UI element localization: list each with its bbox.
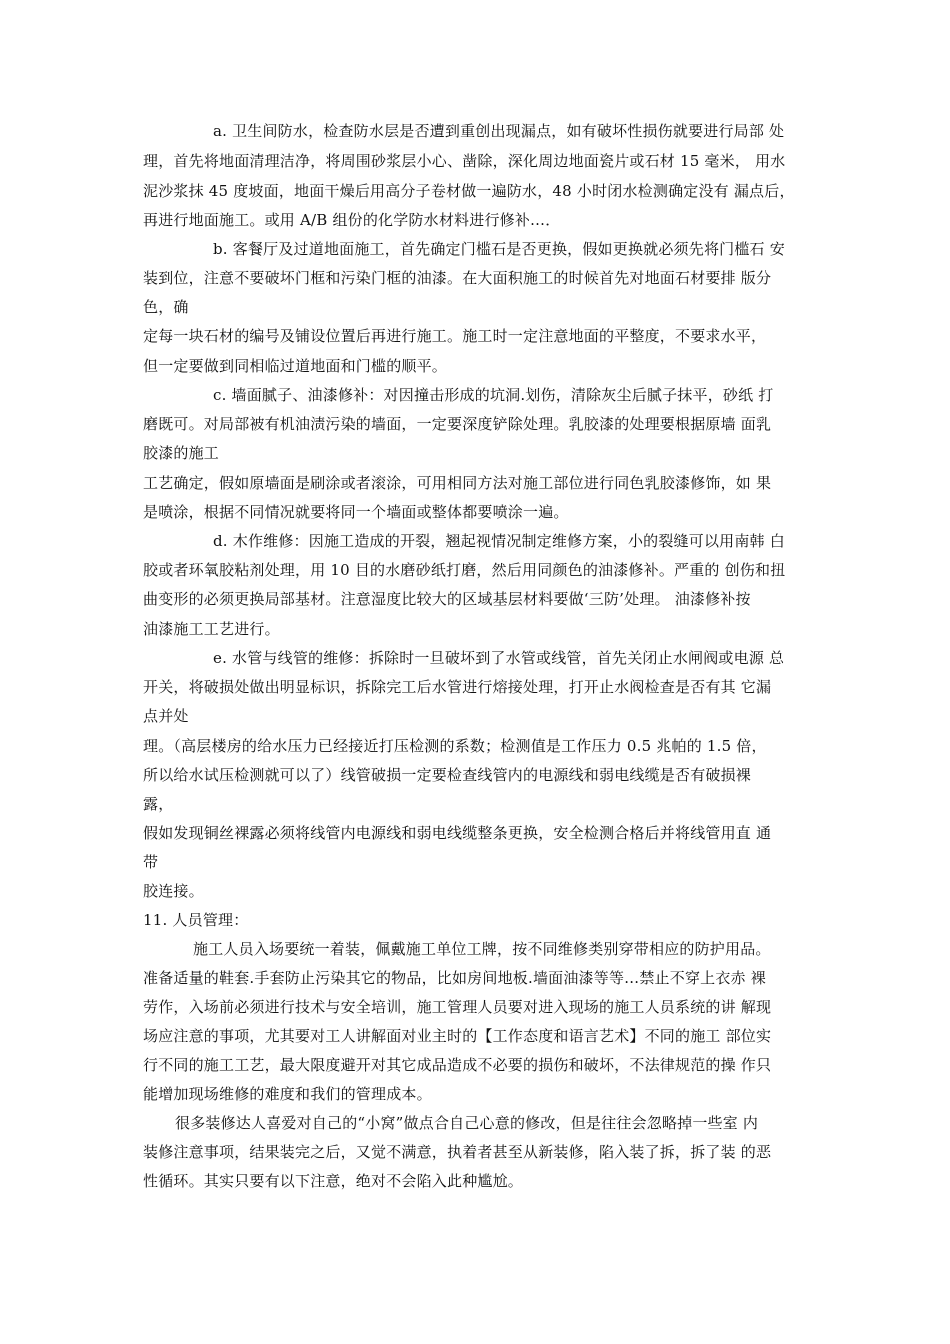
paragraph-personnel-line-3: 劳作，入场前必须进行技术与安全培训，施工管理人员要对进入现场的施工人员系统的讲 解现 (143, 998, 772, 1016)
paragraph-a-line-2: 理，首先将地面清理洁净，将周围砂浆层小心、凿除，深化周边地面瓷片或石材 15 毫米， 用水 (143, 152, 786, 170)
paragraph-e-line-9: 胶连接。 (143, 882, 204, 900)
paragraph-tips-line-2: 装修注意事项，结果装完之后，又觉不满意，执着者甚至从新装修，陷入装了拆，拆了装 的恶 (143, 1143, 772, 1161)
paragraph-e-line-8: 带 (143, 853, 159, 871)
paragraph-c-line-1: c. 墙面腻子、油漆修补：对因撞击形成的坑洞.划伤，清除灰尘后腻子抹平，砂纸 打 (213, 386, 774, 404)
paragraph-personnel-line-2: 准备适量的鞋套.手套防止污染其它的物品，比如房间地板.墙面油漆等等…禁止不穿上衣赤 裸 (143, 969, 766, 987)
paragraph-e-line-6: 露， (143, 795, 174, 813)
paragraph-tips-line-1: 很多装修达人喜爱对自己的“小窝”做点合自己心意的修改，但是往往会忽略掉一些室 内 (175, 1114, 759, 1132)
paragraph-personnel-line-6: 能增加现场维修的难度和我们的管理成本。 (143, 1085, 432, 1103)
paragraph-b-line-4: 定每一块石材的编号及铺设位置后再进行施工。施工时一定注意地面的平整度，不要求水平， (143, 327, 767, 345)
paragraph-tips-line-3: 性循环。其实只要有以下注意，绝对不会陷入此种尴尬。 (143, 1172, 524, 1190)
section-heading-personnel: 11. 人员管理： (143, 911, 249, 929)
paragraph-personnel-line-4: 场应注意的事项，尤其要对工人讲解面对业主时的【工作态度和语言艺术】不同的施工 部位实 (143, 1027, 772, 1045)
paragraph-personnel-line-1: 施工人员入场要统一着装，佩戴施工单位工牌，按不同维修类别穿带相应的防护用品。 (193, 940, 771, 958)
paragraph-d-line-2: 胶或者环氧胶粘剂处理，用 10 目的水磨砂纸打磨，然后用同颜色的油漆修补。严重的 创伤和扭 (143, 561, 786, 579)
paragraph-a-line-4: 再进行地面施工。或用 A/B 组份的化学防水材料进行修补…． (143, 211, 561, 229)
paragraph-c-line-2: 磨既可。对局部被有机油渍污染的墙面，一定要深度铲除处理。乳胶漆的处理要根据原墙 面乳 (143, 415, 772, 433)
paragraph-a-line-1: a. 卫生间防水，检查防水层是否遭到重创出现漏点，如有破坏性损伤就要进行局部 处 (213, 122, 785, 140)
paragraph-d-line-1: d. 木作维修：因施工造成的开裂，翘起视情况制定维修方案，小的裂缝可以用南韩 白 (213, 532, 785, 550)
paragraph-b-line-1: b. 客餐厅及过道地面施工，首先确定门槛石是否更换，假如更换就必须先将门槛石 安 (213, 240, 785, 258)
paragraph-personnel-line-5: 行不同的施工工艺，最大限度避开对其它成品造成不必要的损伤和破坏，不法律规范的操 作只 (143, 1056, 772, 1074)
paragraph-b-line-5: 但一定要做到同相临过道地面和门槛的顺平。 (143, 357, 448, 375)
paragraph-b-line-2: 装到位，注意不要破坏门框和污染门框的油漆。在大面积施工的时候首先对地面石材要排 版分 (143, 269, 772, 287)
paragraph-e-line-3: 点并处 (143, 707, 189, 725)
paragraph-a-line-3: 泥沙浆抹 45 度坡面，地面干燥后用高分子卷材做一遍防水，48 小时闭水检测确定没有 漏点后， (143, 182, 795, 200)
paragraph-e-line-1: e. 水管与线管的维修：拆除时一旦破坏到了水管或线管，首先关闭止水闸阀或电源 总 (213, 649, 785, 667)
paragraph-b-line-3: 色，确 (143, 298, 189, 316)
paragraph-c-line-4: 工艺确定，假如原墙面是刷涂或者滚涂，可用相同方法对施工部位进行同色乳胶漆修饰，如 果 (143, 474, 772, 492)
paragraph-e-line-2: 开关，将破损处做出明显标识，拆除完工后水管进行熔接处理，打开止水阀检查是否有其 它漏 (143, 678, 772, 696)
paragraph-e-line-4: 理。（高层楼房的给水压力已经接近打压检测的系数；检测值是工作压力 0.5 兆帕的 1.5 倍， (143, 737, 767, 755)
paragraph-e-line-7: 假如发现铜丝裸露必须将线管内电源线和弱电线缆整条更换，安全检测合格后并将线管用直 通 (143, 824, 772, 842)
paragraph-d-line-3: 曲变形的必须更换局部基材。注意湿度比较大的区域基层材料要做‘三防’处理。 油漆修补按 (143, 590, 751, 608)
paragraph-d-line-4: 油漆施工工艺进行。 (143, 620, 280, 638)
paragraph-c-line-5: 是喷涂，根据不同情况就要将同一个墙面或整体都要喷涂一遍。 (143, 503, 569, 521)
paragraph-c-line-3: 胶漆的施工 (143, 444, 220, 462)
paragraph-e-line-5: 所以给水试压检测就可以了）线管破损一定要检查线管内的电源线和弱电线缆是否有破损裸 (143, 766, 752, 784)
